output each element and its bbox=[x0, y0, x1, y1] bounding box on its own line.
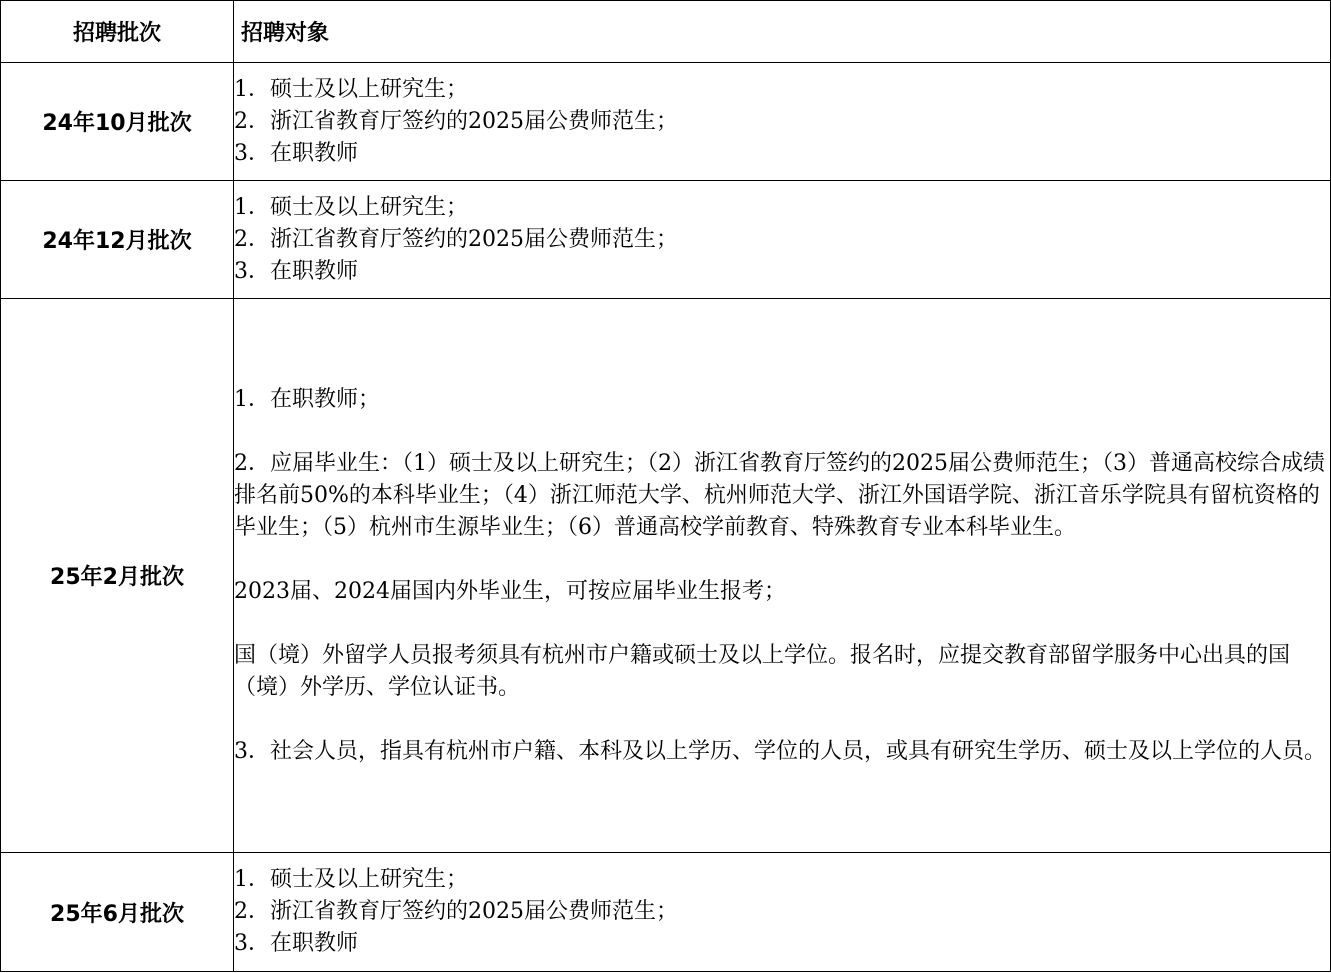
table-row bbox=[1, 181, 1331, 299]
target-line: 3．在职教师 bbox=[234, 258, 358, 284]
target-line: 1．硕士及以上研究生； bbox=[234, 194, 468, 220]
target-paragraph: 2023届、2024届国内外毕业生，可按应届毕业生报考； bbox=[234, 578, 786, 604]
batch-cell: 24年12月批次 bbox=[1, 181, 234, 299]
paragraph-gap bbox=[234, 704, 1330, 736]
paragraph-gap bbox=[234, 416, 1330, 448]
header-target: 招聘对象 bbox=[234, 1, 1331, 63]
table-row bbox=[1, 63, 1331, 181]
target-paragraph: 3．社会人员，指具有杭州市户籍、本科及以上学历、学位的人员，或具有研究生学历、硕士及以上学位的人员。 bbox=[234, 738, 1327, 764]
table-header-row bbox=[1, 1, 1331, 63]
table-row bbox=[1, 299, 1331, 853]
target-line: 2．浙江省教育厅签约的2025届公费师范生； bbox=[234, 226, 678, 252]
batch-cell: 24年10月批次 bbox=[1, 63, 234, 181]
paragraph-gap bbox=[234, 608, 1330, 640]
target-paragraph: 2．应届毕业生：（1）硕士及以上研究生；（2）浙江省教育厅签约的2025届公费师范生；（3）普通高校综合成绩排名前50%的本科毕业生；（4）浙江师范大学、杭州师范大学、浙江外国语学院、浙江音乐学院具有留杭资格的毕业生；（5）杭州市生源毕业生；（6）普通高校学前教育、特殊教育专业本科毕业生。 bbox=[234, 450, 1325, 540]
target-cell bbox=[234, 299, 1331, 853]
target-line: 1．硕士及以上研究生； bbox=[234, 76, 468, 102]
paragraph-gap bbox=[234, 544, 1330, 576]
target-paragraph: 国（境）外留学人员报考须具有杭州市户籍或硕士及以上学位。报名时，应提交教育部留学服务中心出具的国（境）外学历、学位认证书。 bbox=[234, 642, 1291, 700]
table-row bbox=[1, 853, 1331, 972]
target-line: 3．在职教师 bbox=[234, 140, 358, 166]
target-line: 1．硕士及以上研究生； bbox=[234, 867, 468, 892]
batch-cell: 25年2月批次 bbox=[1, 299, 234, 853]
target-line: 3．在职教师 bbox=[234, 931, 358, 956]
target-cell bbox=[234, 181, 1331, 299]
target-line: 2．浙江省教育厅签约的2025届公费师范生； bbox=[234, 108, 678, 134]
target-line: 2．浙江省教育厅签约的2025届公费师范生； bbox=[234, 899, 678, 924]
target-paragraph: 1．在职教师； bbox=[234, 386, 380, 412]
header-batch: 招聘批次 bbox=[1, 1, 234, 63]
target-cell bbox=[234, 853, 1331, 972]
batch-cell: 25年6月批次 bbox=[1, 853, 234, 972]
target-cell bbox=[234, 63, 1331, 181]
